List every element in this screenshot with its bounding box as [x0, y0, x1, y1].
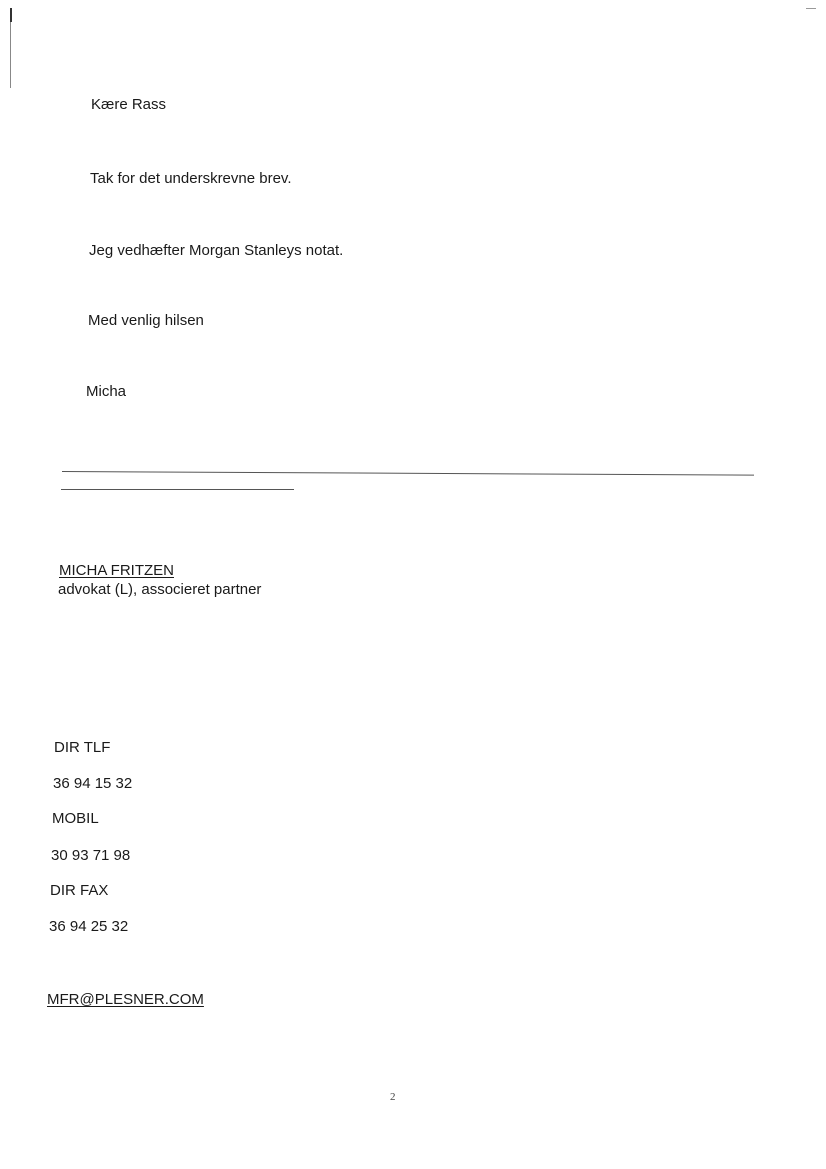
mobil-value: 30 93 71 98 [51, 847, 131, 864]
greeting: Kære Rass [91, 96, 167, 113]
dir-fax-label: DIR FAX [50, 882, 109, 899]
separator-line-short [61, 489, 294, 490]
sender-first-name: Micha [86, 383, 127, 400]
body-line-1: Tak for det underskrevne brev. [90, 170, 292, 187]
scan-edge-mark-top [10, 8, 12, 22]
email-link[interactable]: MFR@PLESNER.COM [47, 991, 204, 1008]
dir-fax-value: 36 94 25 32 [49, 918, 129, 935]
scan-corner-mark [806, 8, 816, 9]
body-line-2: Jeg vedhæfter Morgan Stanleys notat. [89, 242, 344, 259]
dir-tlf-label: DIR TLF [54, 739, 111, 756]
separator-line-long [62, 471, 754, 476]
dir-tlf-value: 36 94 15 32 [53, 775, 133, 792]
closing: Med venlig hilsen [88, 312, 204, 329]
mobil-label: MOBIL [52, 810, 99, 827]
signature-name: MICHA FRITZEN [59, 562, 174, 579]
page-number: 2 [390, 1091, 396, 1103]
signature-title: advokat (L), associeret partner [58, 581, 262, 598]
